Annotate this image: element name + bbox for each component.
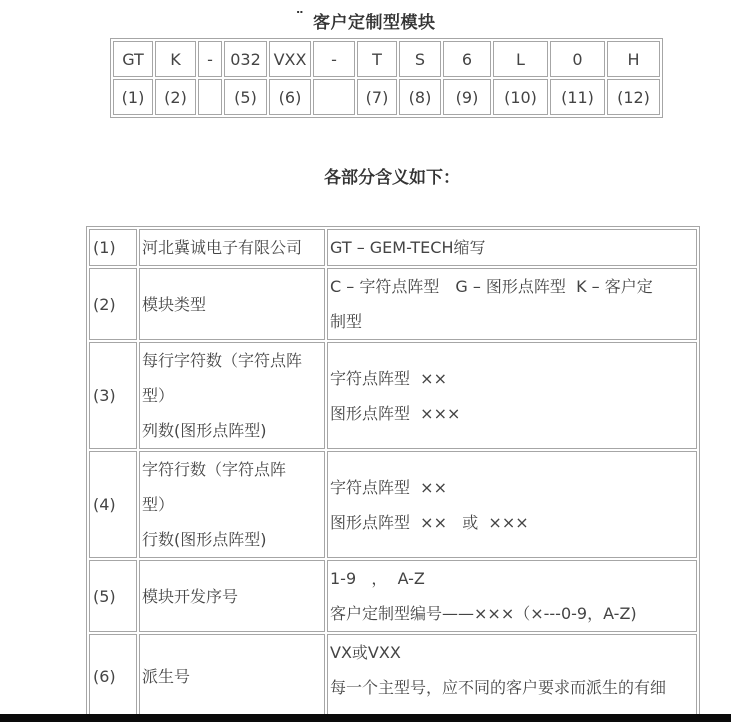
- field-name: [139, 342, 325, 449]
- field-name-line: 模块开发序号: [142, 586, 239, 606]
- index-cell: (8): [399, 79, 441, 115]
- bottom-bar: [0, 714, 731, 722]
- description-line: C – 字符点阵型 G – 图形点阵型 K – 客户定: [330, 277, 653, 296]
- description-line: 客户定制型编号——×××（×---0-9，A-Z): [330, 604, 637, 623]
- model-code-table: [110, 38, 663, 118]
- field-name-line: 行数(图形点阵型): [142, 530, 267, 549]
- table-row: [89, 342, 697, 449]
- title-marker: ¨: [295, 9, 305, 29]
- field-description: [327, 342, 697, 449]
- description-line: 图形点阵型 ×××: [330, 403, 461, 423]
- page-title: [0, 8, 731, 33]
- title-text: 客户定制型模块: [312, 13, 436, 33]
- meaning-table: [86, 226, 700, 721]
- row-number: (4): [89, 451, 137, 558]
- field-name-line: 型）: [142, 386, 175, 405]
- description-line: 1-9 ， A-Z: [330, 569, 425, 588]
- index-cell: (2): [155, 79, 196, 115]
- field-name: [139, 229, 325, 266]
- table-row: [89, 560, 697, 632]
- table-row: [89, 268, 697, 340]
- description-line: 字符点阵型 ××: [330, 477, 447, 497]
- code-cell: H: [607, 41, 660, 77]
- code-cell: VXX: [269, 41, 311, 77]
- field-name-line: 列数(图形点阵型): [142, 421, 267, 440]
- description-line: 字符点阵型 ××: [330, 368, 447, 388]
- code-cell: GT: [113, 41, 153, 77]
- code-cell: 032: [224, 41, 267, 77]
- field-description: [327, 229, 697, 266]
- code-row: [113, 41, 660, 77]
- row-number: (5): [89, 560, 137, 632]
- index-cell: (7): [357, 79, 397, 115]
- code-cell: 0: [550, 41, 605, 77]
- field-description: [327, 634, 697, 718]
- index-cell: (6): [269, 79, 311, 115]
- index-cell: [313, 79, 355, 115]
- table-row: [89, 229, 697, 266]
- code-cell: -: [313, 41, 355, 77]
- field-name: [139, 634, 325, 718]
- description-line: 图形点阵型 ×× 或 ×××: [330, 512, 529, 532]
- code-cell: L: [493, 41, 548, 77]
- index-cell: (5): [224, 79, 267, 115]
- code-cell: T: [357, 41, 397, 77]
- field-description: [327, 560, 697, 632]
- row-number: (6): [89, 634, 137, 718]
- row-number: (2): [89, 268, 137, 340]
- field-name-line: 模块类型: [142, 294, 207, 314]
- code-cell: -: [198, 41, 222, 77]
- section-subtitle: 各部分含义如下：: [324, 168, 460, 188]
- field-name: [139, 560, 325, 632]
- row-number: (1): [89, 229, 137, 266]
- field-name-line: 字符行数（字符点阵: [142, 460, 287, 479]
- index-cell: (9): [443, 79, 491, 115]
- description-line: 制型: [330, 312, 363, 331]
- index-cell: (11): [550, 79, 605, 115]
- field-description: [327, 268, 697, 340]
- field-name-line: 每行字符数（字符点阵: [142, 351, 303, 370]
- table-row: [89, 451, 697, 558]
- index-cell: (1): [113, 79, 153, 115]
- index-cell: [198, 79, 222, 115]
- table-row: [89, 634, 697, 718]
- code-cell: S: [399, 41, 441, 77]
- index-cell: (10): [493, 79, 548, 115]
- field-description: [327, 451, 697, 558]
- code-cell: K: [155, 41, 196, 77]
- field-name-line: 河北冀诚电子有限公司: [142, 238, 303, 257]
- row-number: (3): [89, 342, 137, 449]
- field-name-line: 型）: [142, 495, 175, 514]
- code-cell: 6: [443, 41, 491, 77]
- description-line: VX或VXX: [330, 643, 401, 662]
- field-name: [139, 268, 325, 340]
- index-cell: (12): [607, 79, 660, 115]
- description-line: 每一个主型号，应不同的客户要求而派生的有细: [330, 678, 667, 697]
- field-name-line: 派生号: [142, 666, 191, 686]
- field-name: [139, 451, 325, 558]
- description-line: GT – GEM-TECH缩写: [330, 238, 486, 257]
- index-row: [113, 79, 660, 115]
